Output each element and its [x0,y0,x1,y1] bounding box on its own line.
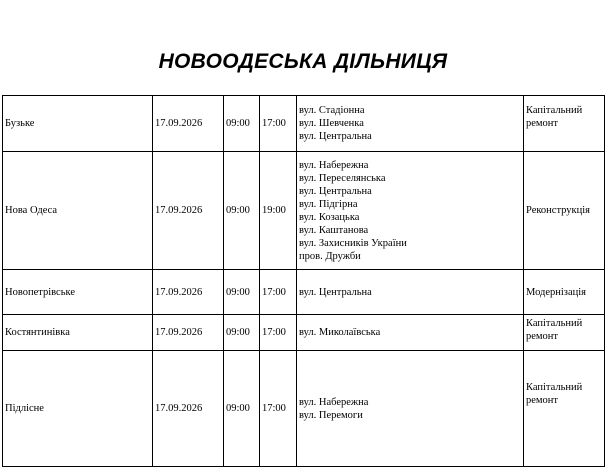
street-item: вул. Шевченка [299,118,364,129]
date-cell: 17.09.2026 [153,96,224,152]
work-type-cell: Капітальний ремонт [524,96,605,152]
start-time-cell: 09:00 [224,270,260,315]
settlement-cell: Бузьке [3,96,153,152]
work-type-cell: Модернізація [524,270,605,315]
street-item: вул. Козацька [299,211,360,223]
end-time-cell: 17:00 [260,315,297,351]
outage-schedule-table [2,95,605,467]
street-item: вул. Центральна [299,131,372,142]
page-title: НОВООДЕСЬКА ДІЛЬНИЦЯ [158,50,448,73]
table-row [3,351,605,467]
date-cell: 17.09.2026 [153,351,224,467]
streets-cell [297,96,524,152]
street-item: вул. Переселянська [299,172,386,184]
street-item: вул. Стадіонна [299,105,365,116]
street-item: пров. Дружби [299,250,361,262]
work-type-cell: Реконструкція [524,152,605,270]
settlement-cell: Костянтинівка [3,315,153,351]
settlement-cell: Підлісне [3,351,153,467]
settlement-cell: Нова Одеса [3,152,153,270]
street-item: вул. Каштанова [299,224,369,236]
table-row [3,315,605,351]
street-item: вул. Набережна [299,396,369,408]
end-time-cell: 17:00 [260,351,297,467]
street-item: вул. Перемоги [299,409,363,421]
end-time-cell: 17:00 [260,270,297,315]
streets-cell [297,152,524,270]
table-row [3,96,605,152]
streets-cell [297,351,524,467]
start-time-cell: 09:00 [224,351,260,467]
street-item: вул. Підгірна [299,198,358,210]
end-time-cell: 19:00 [260,152,297,270]
work-type-cell: Капітальний ремонт [524,351,605,467]
street-item: вул. Центральна [299,185,372,197]
start-time-cell: 09:00 [224,152,260,270]
start-time-cell: 09:00 [224,315,260,351]
street-item: вул. Захисників України [299,237,407,249]
street-item: вул. Центральна [299,286,372,298]
table-row [3,152,605,270]
work-type-cell: Капітальний ремонт [524,315,605,351]
end-time-cell: 17:00 [260,96,297,152]
date-cell: 17.09.2026 [153,270,224,315]
table-row [3,270,605,315]
start-time-cell: 09:00 [224,96,260,152]
date-cell: 17.09.2026 [153,315,224,351]
settlement-cell: Новопетрівське [3,270,153,315]
street-item: вул. Миколаївська [299,327,381,338]
streets-cell [297,315,524,351]
street-item: вул. Набережна [299,159,369,171]
date-cell: 17.09.2026 [153,152,224,270]
streets-cell [297,270,524,315]
